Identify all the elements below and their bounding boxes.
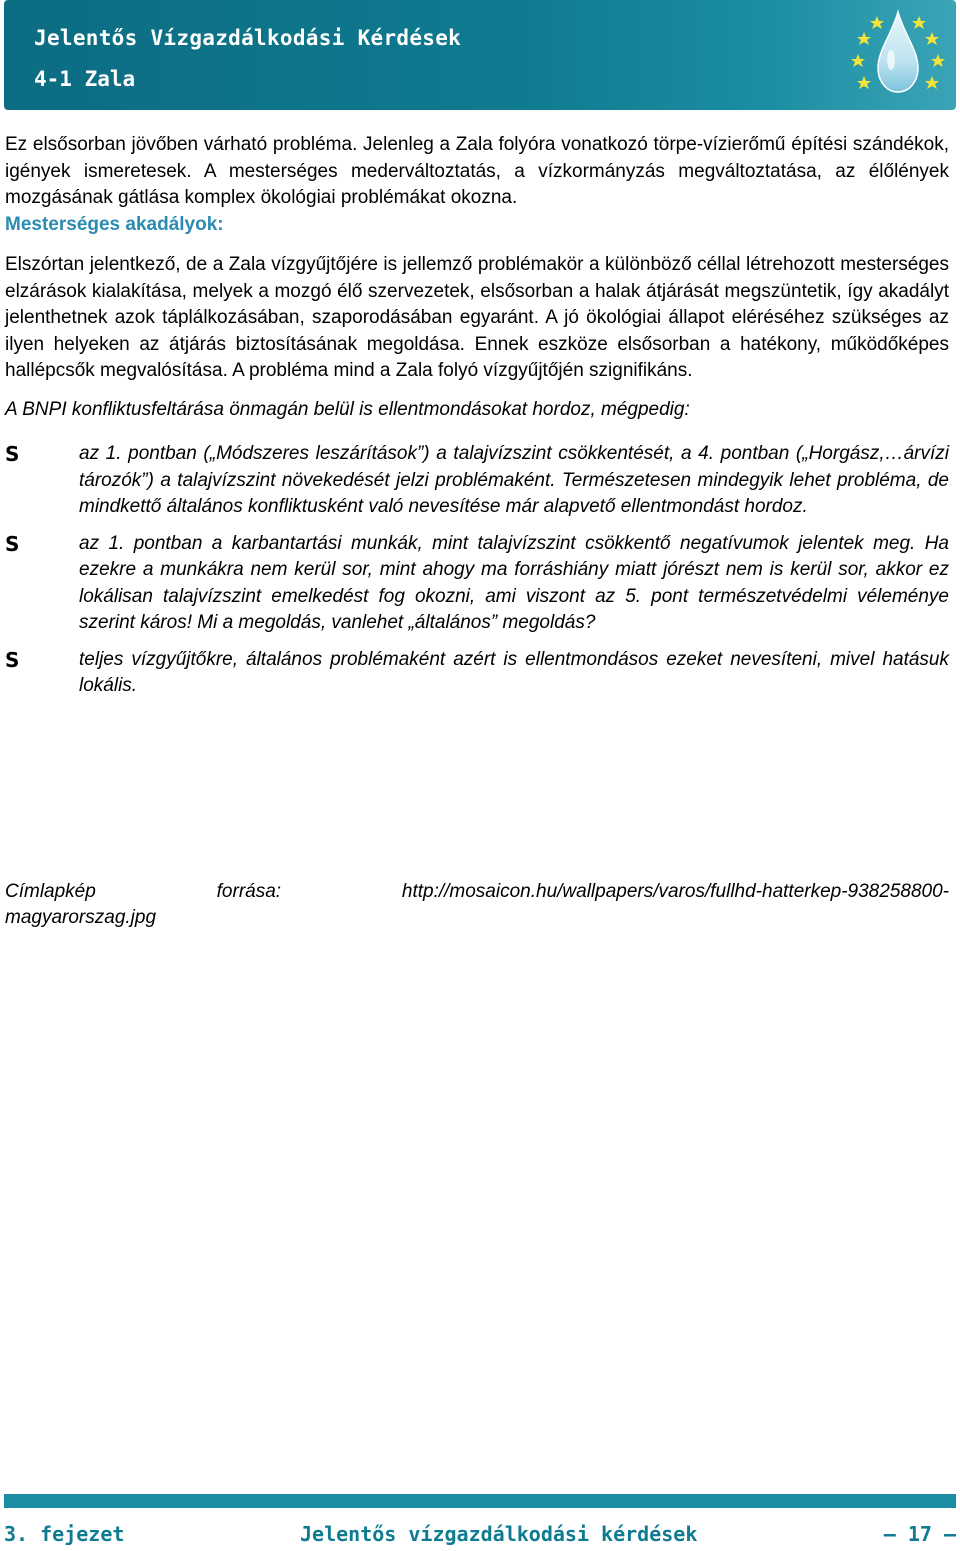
bullet-text: az 1. pontban („Módszeres leszárítások”) a talajvízszint csökkentését, a 4. pontban („Horgász,…árvízi tározók”) a talajvízszint növekedését jelzi problémaként. Természetesen mindegyik lehet probléma, de mindkettő általános konfliktusként való nevesítése már alapvető ellentmondást hordoz. [79,443,949,517]
bullet-icon: S [5,442,20,466]
page-header [4,0,956,110]
header-title: Jelentős Vízgazdálkodási Kérdések [34,26,462,50]
bullet-text: az 1. pontban a karbantartási munkák, mint talajvízszint csökkentő negatívumok jelentek meg. Ha ezekre a munkákra nem kerül sor, mint ahogy ma forráshiány miatt jórészt nem is kerül sor, akkor ez lokálisan talajvízszint emelkedést fog okozni, ami viszont az 5. pont természetvédelmi véleménye szerint káros! Mi a megoldás, vanlehet „általános” megoldás? [79,532,949,633]
water-drop-eu-stars-logo-icon [844,2,954,108]
source-url-part-2[interactable]: magyarorszag.jpg [5,907,157,928]
footer-divider [4,1494,956,1508]
list-item [5,647,949,700]
section-paragraph: Elszórtan jelentkező, de a Zala vízgyűjtőjére is jellemző problémakör a különböző céllal létrehozott mesterséges elzárások kialakítása, melyek a mozgó élő szervezetek, elsősorban a halak átjárását megszüntetik, így akadályt jelenthetnek azok táplálkozásában, szaporodásában egyaránt. A jó ökológiai állapot eléréséhez szükséges az ilyen helyeken az átjárás biztosításának megoldása. Ennek eszköze elsősorban a hatékony, működőképes hallépcsők megvalósítása. A probléma mind a Zala folyó vízgyűjtőjén szignifikáns. [5,254,949,381]
source-url-part-1[interactable]: http://mosaicon.hu/wallpapers/varos/fullhd-hatterkep-938258800- [401,881,949,902]
header-subtitle: 4-1 Zala [34,67,136,91]
section-heading: Mesterséges akadályok: [5,213,224,235]
footer-title: Jelentős vízgazdálkodási kérdések [300,1522,698,1546]
footer-chapter: 3. fejezet [4,1522,125,1546]
bullet-icon: S [5,531,20,556]
page-footer [4,1522,956,1548]
list-item [5,441,949,521]
main-content [5,132,949,710]
bnpi-intro: A BNPI konfliktusfeltárása önmagán belül is ellentmondásokat hordoz, mégpedig: [5,398,690,420]
bullet-icon: S [5,647,20,672]
source-label-1: Címlapkép [5,881,96,902]
intro-paragraph: Ez elsősorban jövőben várható probléma. Jelenleg a Zala folyóra vonatkozó törpe-vízierőmű építési szándékok, igények ismeretesek. A mesterséges mederváltoztatás, a vízkormányzás megváltoztatása, az élőlények mozgásának gátlása komplex ökológiai problémákat okozna. [5,134,949,208]
page-number: — 17 — [883,1522,956,1546]
bullet-list [5,441,949,700]
source-label-2: forrása: [216,881,282,902]
bullet-text: teljes vízgyűjtőkre, általános problémaként azért is ellentmondásos ezeket nevesíteni, mivel hatásuk lokális. [79,648,949,696]
list-item [5,531,949,637]
cover-image-source [5,879,949,931]
